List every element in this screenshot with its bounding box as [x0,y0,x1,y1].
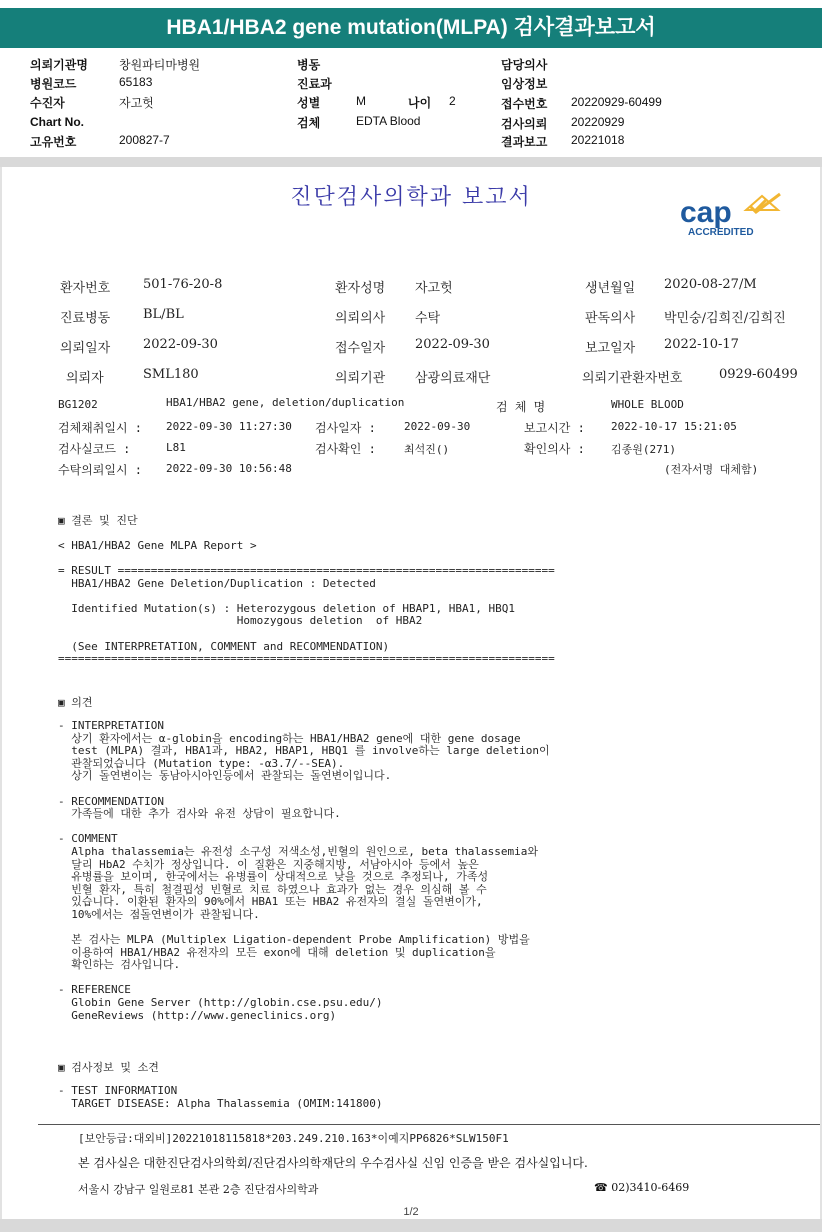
patient-name-value: 자고헛 [415,281,453,296]
request-date-label: 의뢰일자 [60,341,111,356]
referring-institution-value: 창원파티마병원 [119,58,201,72]
receipt-date-label: 접수일자 [335,341,386,356]
ward-value-2: BL/BL [143,307,184,322]
examinee-value: 자고헛 [119,96,154,110]
result-report-value: 20221018 [571,133,625,147]
department-label: 진료과 [297,77,332,91]
request-date-value: 2022-09-30 [143,337,218,352]
ordering-doctor-value: 수탁 [415,311,441,326]
test-date-value: 2022-09-30 [404,420,471,433]
test-code: BG1202 [58,398,98,411]
test-info-block: - TEST INFORMATION TARGET DISEASE: Alpha Thalassemia (OMIM:141800) [58,1084,383,1110]
test-confirm-value: 최석진() [404,443,450,456]
ward-label: 병동 [297,58,321,72]
unique-no-label: 고유번호 [30,135,77,149]
mlpa-report-heading: < HBA1/HBA2 Gene MLPA Report > [58,539,257,552]
reading-doctor-value: 박민숭/김희진/김희진 [664,311,786,326]
opinion-block: - INTERPRETATION 상기 환자에서는 α-globin을 encoding하는 HBA1/HBA2 gene에 대한 gene dosage test (MLPA) 결과, HBA1과, HBA2, HBAP1, HBQ1 를 involve하는 large deletion이 관찰되었습니다 (Mutation type: -α3.7/--SEA). 상기 돌연변이는 동남아시아인등에서 관찰되는 돌연변이입니다. - RECOMMENDATION 가족들에 대한 추가 검사와 유전 상담이 필요합니다. - COMMENT Alpha thalassemia는 유전성 소구성 저색소성,빈혈의 원인으로, beta thalassemia와 달리 HbA2 수치가 정상입니다. 이 질환은 지중해지방, 서남아시아 등에서 높은 유병률을 보이며, 한국에서는 유병률이 상대적으로 낮을 것으로 추정되나, 가족성 빈혈 환자, 특히 철결핍성 빈혈로 치료 하였으나 효과가 없는 경우 의심해 볼 수 있습니다. 이환된 환자의 90%에서 HBA1 또는 HBA2 유전자의 결실 돌연변이가, 10%에서는 점돌연변이가 관찰됩니다. 본 검사는 MLPA (Multiplex Ligation-dependent Probe Amplification) 방법을 이용하여 HBA1/HBA2 유전자의 모든 exon에 대해 deletion 및 duplication을 확인하는 검사입니다. - REFERENCE Globin Gene Server (http://globin.cse.psu.edu/) GeneReviews (http://www.geneclinics.org) [58,719,550,1022]
sex-label: 성별 [297,96,321,110]
test-confirm-label: 검사확인 : [315,442,376,456]
e-signature-note: (전자서명 대체함) [664,463,759,476]
report-header-title: HBA1/HBA2 gene mutation(MLPA) 검사결과보고서 [0,8,822,48]
lab-address: 서울시 강남구 일원로81 본관 2층 진단검사의학과 [78,1183,319,1196]
page-number: 1/2 [403,1206,419,1218]
consign-request-value: 2022-09-30 10:56:48 [166,462,292,475]
security-stamp: [보안등급:대외비]20221018115818*203.249.210.163*이예지PP6826*SLW150F1 [78,1132,509,1145]
sex-value: M [356,94,366,108]
result-report-label: 결과보고 [501,135,548,149]
attending-doctor-label: 담당의사 [501,58,548,72]
report-date-label: 보고일자 [585,341,636,356]
receipt-date-value: 2022-09-30 [415,337,490,352]
cap-accredited-logo [680,192,790,240]
collection-time-label: 검체채취일시 : [58,421,143,435]
age-label: 나이 [408,96,432,110]
test-request-label: 검사의뢰 [501,117,548,131]
ward-label-2: 진료병동 [60,311,111,326]
section-divider [0,157,822,167]
test-name: HBA1/HBA2 gene, deletion/duplication [166,396,405,409]
conclusion-section-title: ▣ 결론 및 진단 [58,514,138,527]
requesting-institution-label: 의뢰기관 [335,371,386,386]
birth-date-label: 생년월일 [585,281,636,296]
certification-note: 본 검사실은 대한진단검사의학회/진단검사의학재단의 우수검사실 신임 인증을 받은 검사실입니다. [78,1156,588,1170]
institution-patient-no-value: 0929-60499 [719,367,798,382]
specimen-name-value: WHOLE BLOOD [611,398,684,411]
patient-name-label: 환자성명 [335,281,386,296]
patient-id-value: 501-76-20-8 [143,277,223,292]
confirm-doctor-value: 김종원(271) [611,443,676,456]
opinion-section-title: ▣ 의견 [58,696,93,709]
test-request-value: 20220929 [571,115,625,129]
specimen-value: EDTA Blood [356,114,421,128]
referring-institution-label: 의뢰기관명 [30,58,88,72]
receipt-no-label: 접수번호 [501,97,548,111]
examinee-label: 수진자 [30,96,65,110]
cap-logo-text: cap [680,196,732,229]
footer-divider [38,1124,820,1125]
test-date-label: 검사일자 : [315,421,376,435]
lab-code-value: L81 [166,441,186,454]
institution-patient-no-label: 의뢰기관환자번호 [582,371,683,386]
result-block: = RESULT ================================================================== HBA1/HBA2 Gene Deletion/Duplication : Detected Identified Mutation(s) : Heterozygous deletion of HBAP1, HBA1, HBQ1 Homozygous deletion of HBA2 (See INTERPRETATION, COMMENT and RECOMMENDATION) =========================================================================== [58,564,555,666]
requester-label: 의뢰자 [66,371,104,386]
consign-request-label: 수탁의뢰일시 : [58,463,143,477]
unique-no-value: 200827-7 [119,133,170,147]
cap-logo-tagline: ACCREDITED [688,227,754,238]
page-bottom-divider [0,1219,822,1232]
lab-phone: ☎ 02)3410-6469 [594,1181,690,1194]
clinical-info-label: 임상정보 [501,77,548,91]
birth-date-value: 2020-08-27/M [664,277,757,292]
requester-value: SML180 [143,367,199,382]
report-title: 진단검사의학과 보고서 [290,185,532,210]
test-info-section-title: ▣ 검사정보 및 소견 [58,1061,159,1074]
age-value: 2 [449,94,456,108]
hospital-code-value: 65183 [119,75,153,89]
reading-doctor-label: 판독의사 [585,311,636,326]
chart-no-label: Chart No. [30,115,84,129]
page-frame-left [0,167,2,1219]
ordering-doctor-label: 의뢰의사 [335,311,386,326]
specimen-label: 검체 [297,116,321,130]
patient-id-label: 환자번호 [60,281,111,296]
receipt-no-value: 20220929-60499 [571,95,662,109]
confirm-doctor-label: 확인의사 : [524,442,585,456]
specimen-name-label: 검 체 명 [496,400,546,414]
requesting-institution-value: 삼광의료재단 [415,371,491,386]
report-time-label: 보고시간 : [524,421,585,435]
collection-time-value: 2022-09-30 11:27:30 [166,420,292,433]
lab-code-label: 검사실코드 : [58,442,131,456]
report-time-value: 2022-10-17 15:21:05 [611,420,737,433]
hospital-code-label: 병원코드 [30,77,77,91]
report-date-value: 2022-10-17 [664,337,739,352]
